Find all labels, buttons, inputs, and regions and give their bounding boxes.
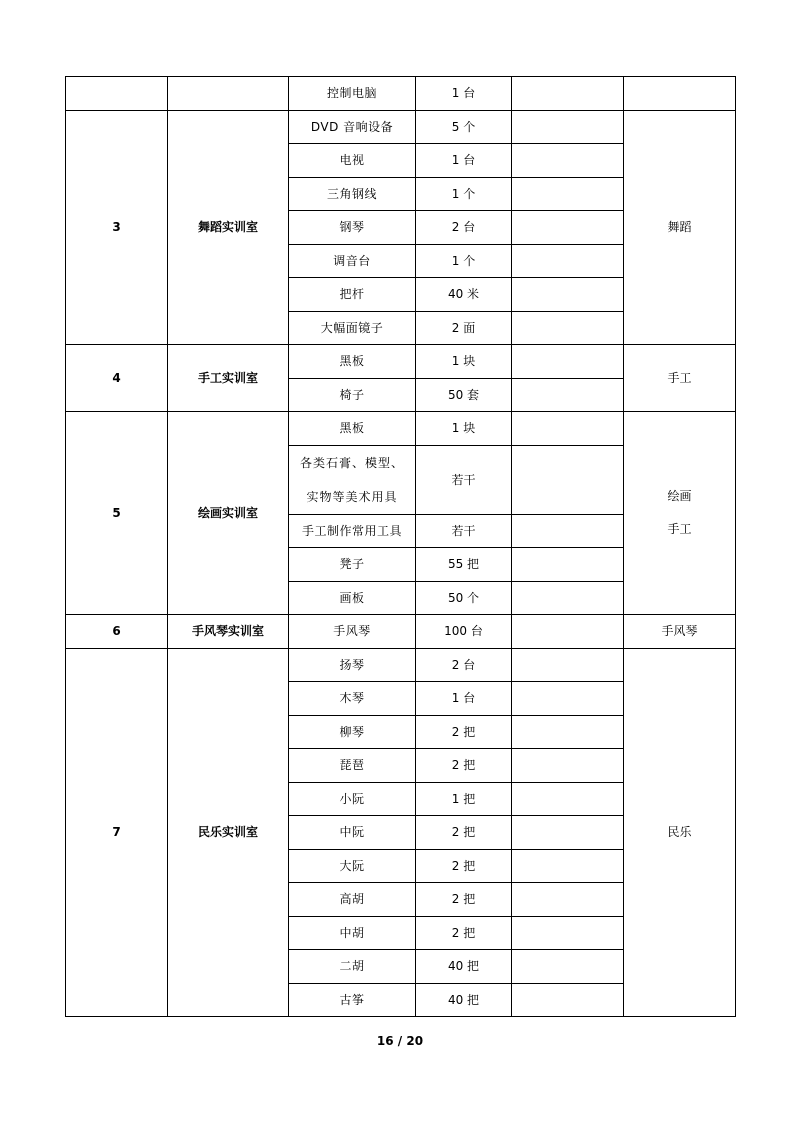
item-cell: 手工制作常用工具: [289, 514, 416, 548]
quantity-cell: 50 套: [416, 378, 512, 412]
item-cell: DVD 音响设备: [289, 110, 416, 144]
item-cell: 扬琴: [289, 648, 416, 682]
note-cell: [512, 278, 624, 312]
major-cell: 舞蹈: [624, 110, 736, 345]
note-cell: [512, 378, 624, 412]
item-cell: 椅子: [289, 378, 416, 412]
note-cell: [512, 615, 624, 649]
major-line-1: 绘画: [667, 489, 692, 503]
note-cell: [512, 916, 624, 950]
item-cell: 古筝: [289, 983, 416, 1017]
quantity-cell: 2 把: [416, 916, 512, 950]
quantity-cell: 55 把: [416, 548, 512, 582]
item-cell: 凳子: [289, 548, 416, 582]
quantity-cell: 40 米: [416, 278, 512, 312]
section-number: 3: [66, 110, 168, 345]
note-cell: [512, 581, 624, 615]
table-row: [66, 412, 736, 446]
equipment-table: [65, 76, 736, 1017]
major-cell: 民乐: [624, 648, 736, 1017]
quantity-cell: 1 台: [416, 77, 512, 111]
note-cell: [512, 144, 624, 178]
major-cell: [624, 77, 736, 111]
note-cell: [512, 682, 624, 716]
note-cell: [512, 950, 624, 984]
quantity-cell: 50 个: [416, 581, 512, 615]
section-number: 7: [66, 648, 168, 1017]
section-number: 4: [66, 345, 168, 412]
note-cell: [512, 311, 624, 345]
item-cell: 各类石膏、模型、实物等美术用具: [289, 445, 416, 514]
item-cell: 二胡: [289, 950, 416, 984]
quantity-cell: 2 把: [416, 749, 512, 783]
quantity-cell: 1 个: [416, 177, 512, 211]
item-cell: 钢琴: [289, 211, 416, 245]
quantity-cell: 40 把: [416, 950, 512, 984]
note-cell: [512, 412, 624, 446]
item-cell: 三角钢线: [289, 177, 416, 211]
page-number: 16 / 20: [376, 1034, 424, 1048]
item-cell: 大幅面镜子: [289, 311, 416, 345]
quantity-cell: 1 个: [416, 244, 512, 278]
note-cell: [512, 345, 624, 379]
note-cell: [512, 548, 624, 582]
item-cell: 控制电脑: [289, 77, 416, 111]
note-cell: [512, 211, 624, 245]
quantity-cell: 5 个: [416, 110, 512, 144]
room-name: 手风琴实训室: [168, 615, 289, 649]
item-cell: 大阮: [289, 849, 416, 883]
note-cell: [512, 715, 624, 749]
room-name: 手工实训室: [168, 345, 289, 412]
note-cell: [512, 514, 624, 548]
room-name: 绘画实训室: [168, 412, 289, 615]
major-cell: 手工: [624, 345, 736, 412]
major-cell: [624, 412, 736, 615]
item-cell: 调音台: [289, 244, 416, 278]
note-cell: [512, 883, 624, 917]
section-number: 5: [66, 412, 168, 615]
note-cell: [512, 816, 624, 850]
note-cell: [512, 849, 624, 883]
quantity-cell: 若干: [416, 514, 512, 548]
item-cell: 高胡: [289, 883, 416, 917]
item-cell: 手风琴: [289, 615, 416, 649]
room-name: 民乐实训室: [168, 648, 289, 1017]
item-cell: 画板: [289, 581, 416, 615]
quantity-cell: 1 台: [416, 144, 512, 178]
quantity-cell: 若干: [416, 445, 512, 514]
item-cell: 小阮: [289, 782, 416, 816]
quantity-cell: 2 把: [416, 849, 512, 883]
quantity-cell: 2 把: [416, 883, 512, 917]
item-cell: 把杆: [289, 278, 416, 312]
quantity-cell: 1 块: [416, 345, 512, 379]
item-cell: 中胡: [289, 916, 416, 950]
quantity-cell: 2 台: [416, 648, 512, 682]
quantity-cell: 1 块: [416, 412, 512, 446]
quantity-cell: 2 台: [416, 211, 512, 245]
quantity-cell: 100 台: [416, 615, 512, 649]
note-cell: [512, 244, 624, 278]
major-line-2: 手工: [667, 522, 692, 536]
item-cell: 中阮: [289, 816, 416, 850]
table-row: [66, 77, 736, 111]
table-row: [66, 648, 736, 682]
note-cell: [512, 177, 624, 211]
table-row: [66, 110, 736, 144]
item-cell: 木琴: [289, 682, 416, 716]
number-cell: [66, 77, 168, 111]
table-row: [66, 615, 736, 649]
quantity-cell: 2 面: [416, 311, 512, 345]
quantity-cell: 1 台: [416, 682, 512, 716]
room-cell: [168, 77, 289, 111]
major-cell: 手风琴: [624, 615, 736, 649]
item-cell: 黑板: [289, 345, 416, 379]
section-number: 6: [66, 615, 168, 649]
note-cell: [512, 77, 624, 111]
note-cell: [512, 782, 624, 816]
table-row: [66, 345, 736, 379]
quantity-cell: 2 把: [416, 816, 512, 850]
note-cell: [512, 110, 624, 144]
quantity-cell: 1 把: [416, 782, 512, 816]
note-cell: [512, 648, 624, 682]
note-cell: [512, 445, 624, 514]
quantity-cell: 2 把: [416, 715, 512, 749]
room-name: 舞蹈实训室: [168, 110, 289, 345]
note-cell: [512, 749, 624, 783]
note-cell: [512, 983, 624, 1017]
item-cell: 黑板: [289, 412, 416, 446]
quantity-cell: 40 把: [416, 983, 512, 1017]
item-cell: 琵琶: [289, 749, 416, 783]
item-cell: 柳琴: [289, 715, 416, 749]
item-cell: 电视: [289, 144, 416, 178]
